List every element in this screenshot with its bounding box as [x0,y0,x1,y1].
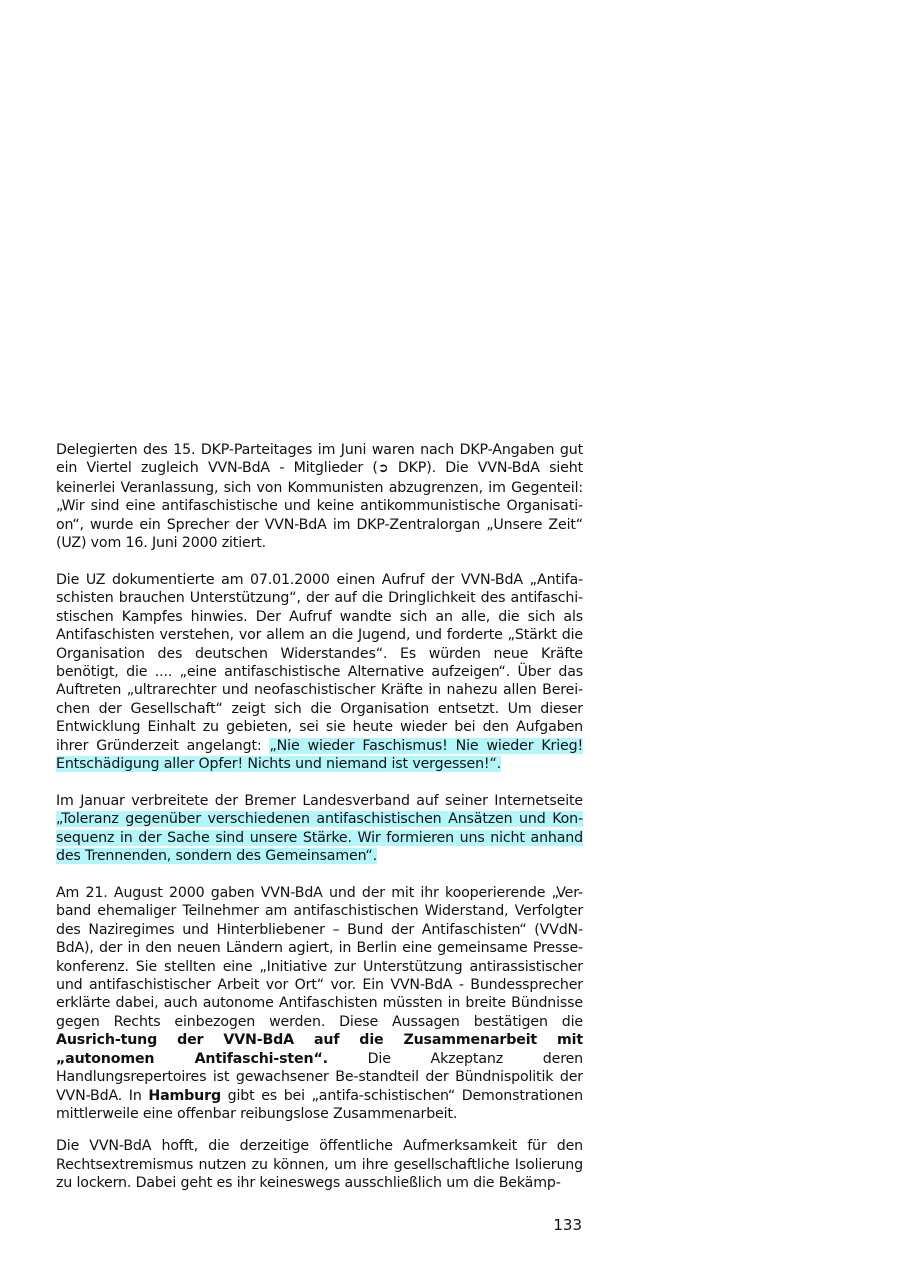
page-number: 133 [553,1216,582,1234]
paragraph-bremen [56,792,583,866]
arrow-right-icon: ➲ [377,461,389,477]
paragraph-text: Delegierten des 15. DKP-Parteitages im Juni waren nach DKP-Angaben gut ein Viertel zugleich VVN-BdA - Mitglieder ( [56,442,583,477]
paragraph-text: gibt es bei „antifa-schistischen“ Demonstrationen mittlerweile eine offenbar reibungslose Zusammenarbeit. [56,1087,583,1122]
body-text-column [56,441,583,1211]
paragraph-uz-appeal [56,571,583,773]
bold-emphasis: Hamburg [148,1087,221,1104]
paragraph-text: Die UZ dokumentierte am 07.01.2000 einen Aufruf der VVN-BdA „Antifa-schisten brauchen Unterstützung“, der auf die Dringlichkeit des antifaschi-stischen Kampfes hinwies. Der Aufruf wandte sich an alle, die sich als Antifaschisten verstehen, vor allem an die Jugend, und forderte „Stärkt die Organisation des deutschen Widerstandes“. Es würden neue Kräfte benötigt, die .... „eine antifaschistische Alternative aufzeigen“. Über das Auftreten „ultrarechter und neofaschistischer Kräfte in nahezu allen Berei-chen der Gesellschaft“ zeigt sich die Organisation entsetzt. Um dieser Entwicklung Einhalt zu gebieten, sei sie heute wieder bei den Aufgaben ihrer Gründerzeit angelangt: [56,571,583,754]
bold-emphasis: Ausrich-tung der VVN-BdA auf die Zusammenarbeit mit „autonomen Antifaschi-sten“. [56,1032,583,1067]
paragraph-text: Die Akzeptanz deren Handlungsrepertoires ist gewachsener Be-standteil der Bündnispolitik der VVN-BdA. In [56,1050,583,1104]
paragraph-text: DKP). Die VVN-BdA sieht keinerlei Veranlassung, sich von Kommunisten abzugrenzen, im Gegenteil: „Wir sind eine antifaschistische und keine antikommunistische Organisati-on“, wurde ein Sprecher der VVN-BdA im DKP-Zentralorgan „Unsere Zeit“ (UZ) vom 16. Juni 2000 zitiert. [56,460,583,552]
paragraph-press-conference [56,884,583,1123]
paragraph-text: Am 21. August 2000 gaben VVN-BdA und der mit ihr kooperierende „Ver-band ehemaliger Teilnehmer am antifaschistischen Widerstand, Verfolgter des Naziregimes und Hinterbliebener – Bund der Antifaschisten“ (VVdN-BdA), der in den neuen Ländern agiert, in Berlin eine gemeinsame Presse-konferenz. Sie stellten eine „Initiative zur Unterstützung antirassistischer und antifaschistischer Arbeit vor Ort“ vor. Ein VVN-BdA - Bundessprecher erklärte dabei, auch autonome Antifaschisten müssten in breite Bündnisse gegen Rechts einbezogen werden. Diese Aussagen bestätigen die [56,885,583,1030]
highlighted-quote: „Toleranz gegenüber verschiedenen antifaschistischen Ansätzen und Kon-sequenz in der Sache sind unsere Stärke. Wir formieren uns nicht anhand des Trennenden, sondern des Gemeinsamen“. [56,811,583,865]
highlighted-quote: „Nie wieder Faschismus! Nie wieder Krieg! Entschädigung aller Opfer! Nichts und niemand ist vergessen!“. [56,737,583,772]
paragraph-public-attention [56,1137,583,1192]
paragraph-text: Im Januar verbreitete der Bremer Landesverband auf seiner Internetseite [56,792,583,809]
paragraph-dkp-members [56,441,583,552]
paragraph-text: Die VVN-BdA hofft, die derzeitige öffentliche Aufmerksamkeit für den Rechtsextremismus nutzen zu können, um ihre gesellschaftliche Isolierung zu lockern. Dabei geht es ihr keineswegs ausschließlich um die Bekämp- [56,1138,583,1192]
